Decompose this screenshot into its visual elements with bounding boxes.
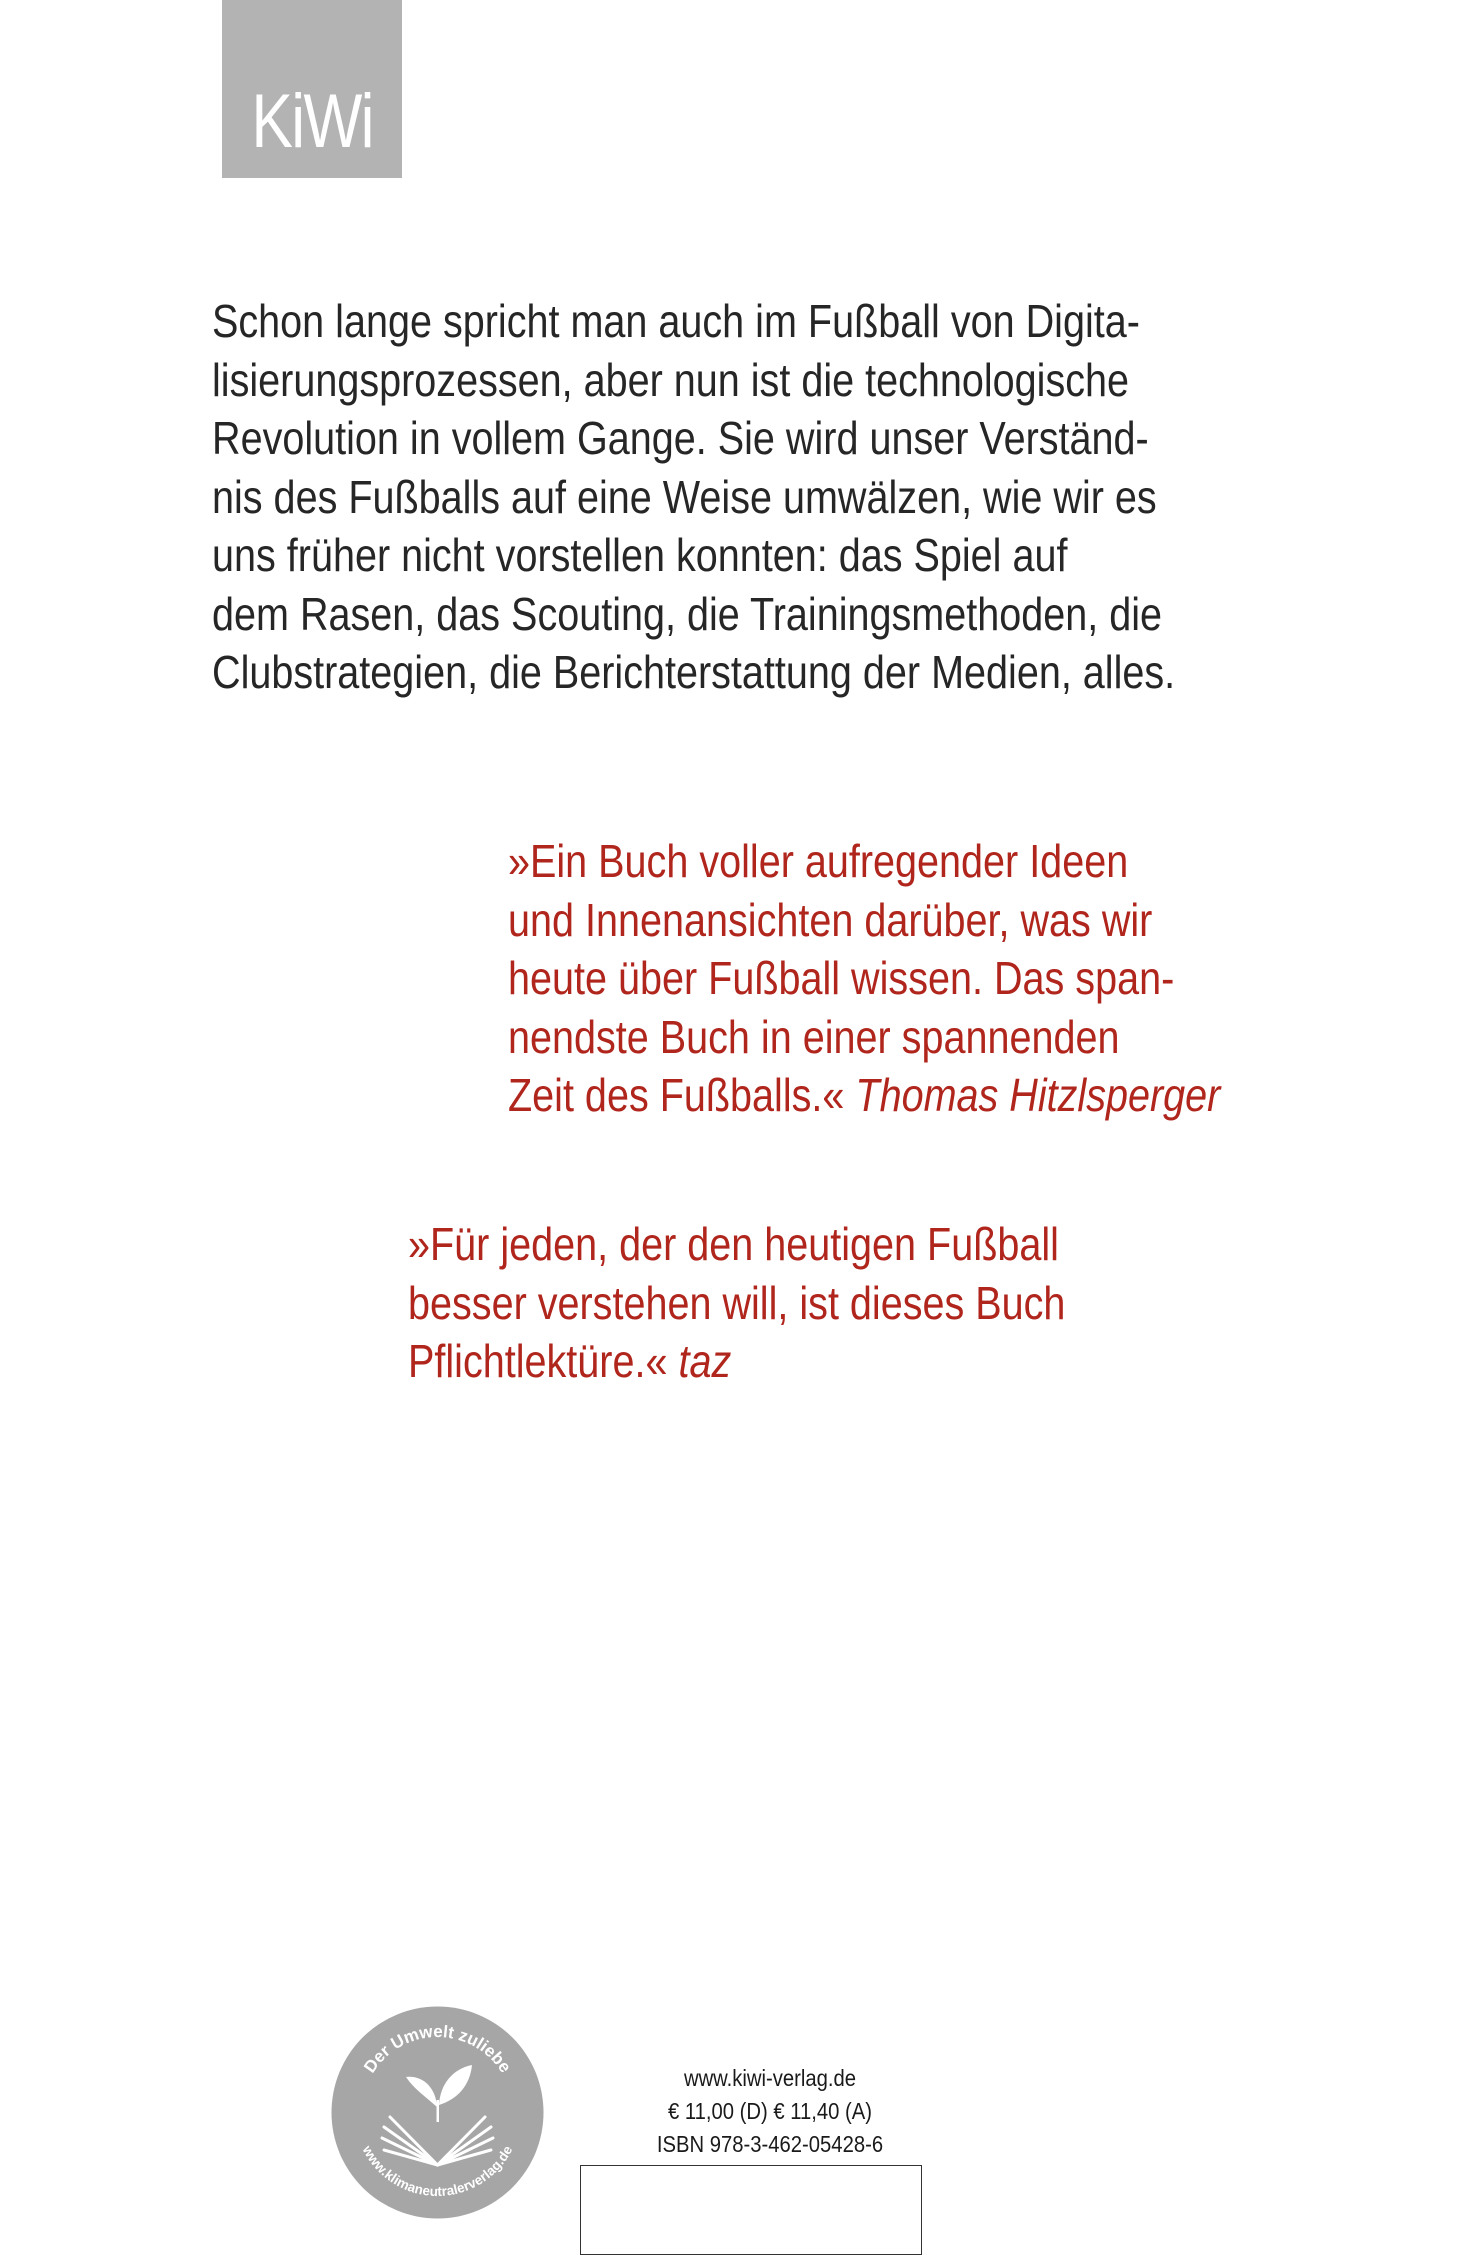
blurb-line: Schon lange spricht man auch im Fußball von Digita- (212, 295, 1140, 347)
quote-line-last (508, 1066, 1220, 1125)
quote-line: besser verstehen will, ist dieses Buch (408, 1276, 1066, 1329)
quote-source: Thomas Hitzlsperger (855, 1069, 1221, 1121)
seal-top-text: Der Umwelt zuliebe (360, 2021, 515, 2077)
blurb-line: Revolution in vollem Gange. Sie wird unser Verständ- (212, 412, 1149, 464)
quote-line: »Für jeden, der den heutigen Fußball (408, 1218, 1059, 1270)
blurb-line: dem Rasen, das Scouting, die Trainingsmethoden, die (212, 587, 1163, 640)
quote-line: heute über Fußball wissen. Das span- (508, 952, 1175, 1004)
quote-text: Zeit des Fußballs.« (508, 1069, 845, 1121)
climate-neutral-seal (330, 2005, 545, 2220)
seal-bottom-text: www.klimaneutralerverlag.de (359, 2143, 516, 2200)
quote-line: »Ein Buch voller aufregender Ideen (508, 835, 1129, 887)
quote-text: Pflichtlektüre.« (408, 1335, 668, 1387)
quote-source: taz (678, 1335, 732, 1387)
review-quote-hitzlsperger (508, 832, 1336, 1125)
publisher-logo-text: KiWi (251, 79, 373, 164)
blurb-line: nis des Fußballs auf eine Weise umwälzen, wie wir es (212, 470, 1157, 523)
blurb-line: lisierungsprozessen, aber nun ist die technologische (212, 353, 1130, 406)
quote-line-last (408, 1332, 1065, 1391)
quote-line: und Innenansichten darüber, was wir (508, 893, 1153, 946)
blurb-line: uns früher nicht vorstellen konnten: das Spiel auf (212, 529, 1068, 581)
isbn-label: ISBN 978-3-462-05428-6 (656, 2131, 884, 2157)
quote-line: nendste Buch in einer spannenden (508, 1010, 1120, 1063)
book-blurb (212, 292, 1312, 702)
website-url: www.kiwi-verlag.de (683, 2065, 857, 2091)
publisher-logo (222, 0, 402, 178)
review-quote-taz (408, 1215, 1172, 1391)
publisher-info (620, 2062, 920, 2161)
blurb-line: Clubstrategien, die Berichterstattung der Medien, alles. (212, 646, 1176, 698)
price-label: € 11,00 (D) € 11,40 (A) (667, 2098, 872, 2124)
barcode-box (580, 2165, 922, 2255)
